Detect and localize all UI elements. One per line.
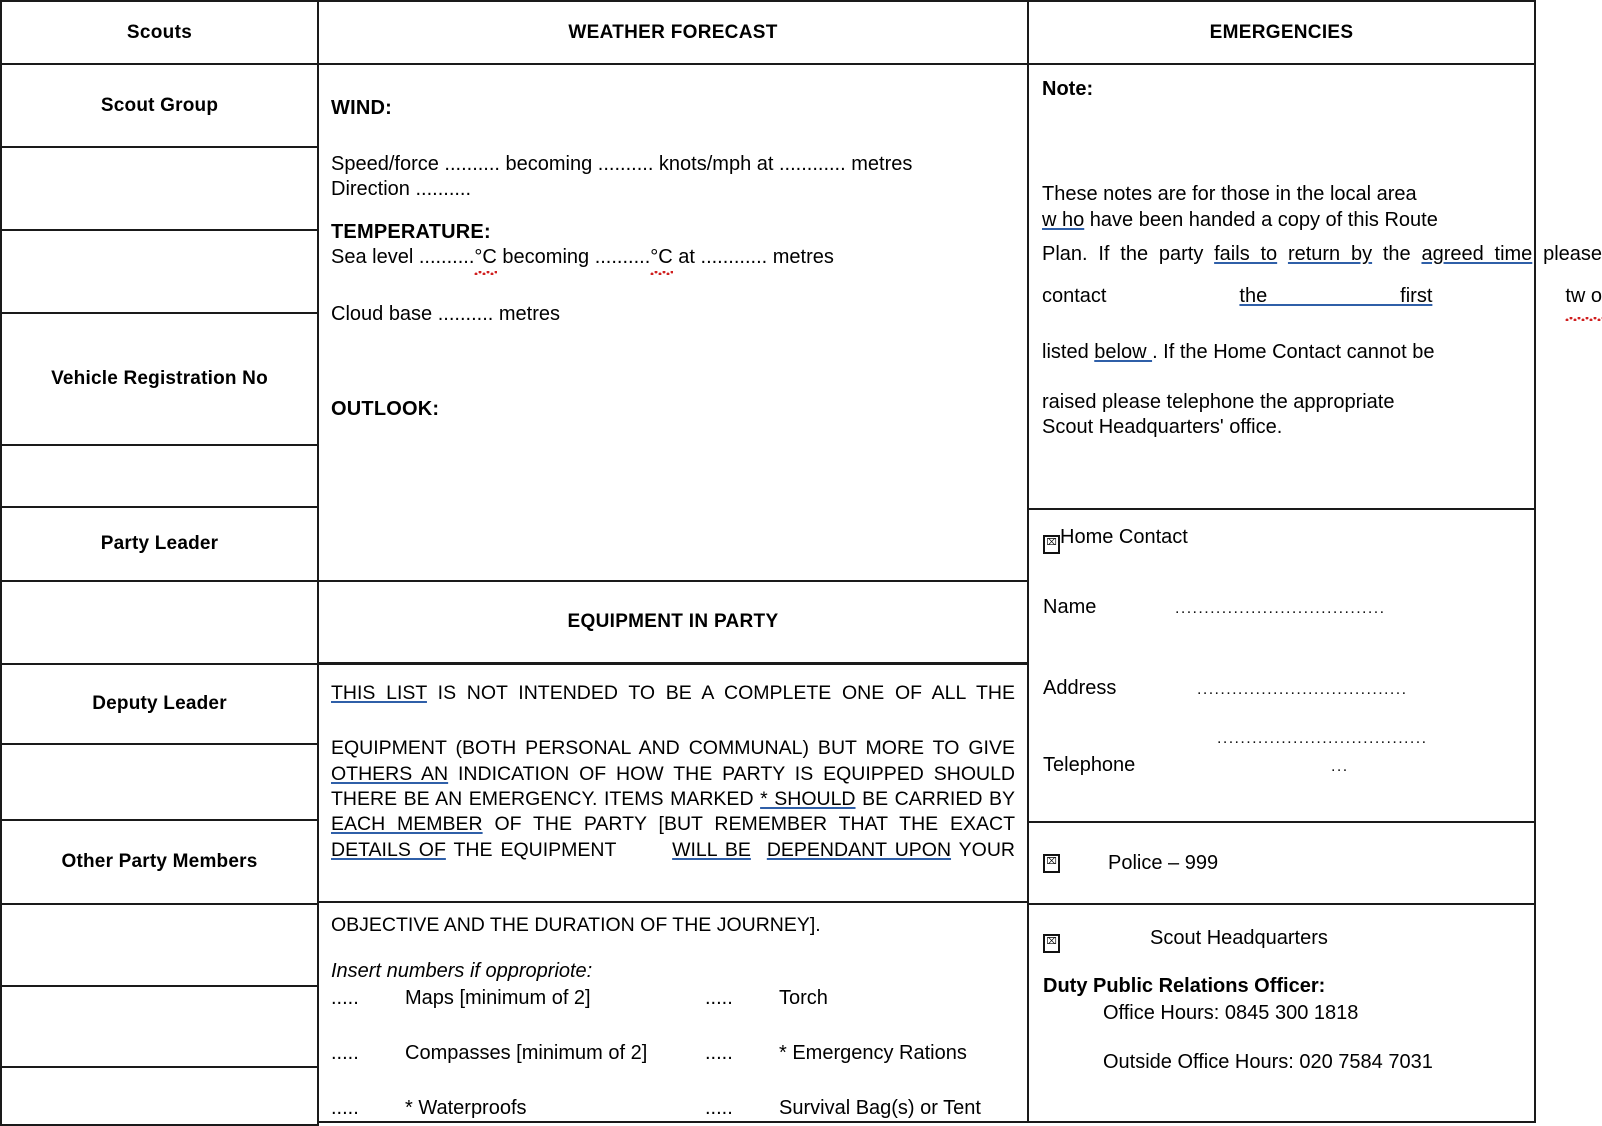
note-link-who[interactable]: w ho — [1042, 208, 1085, 231]
note-line-3-c: . If the Home Contact cannot be — [1152, 341, 1435, 364]
equipment-line-3 — [331, 762, 1015, 787]
scouts-blank-label-8 — [2, 1068, 317, 1124]
note-line-5: Scout Headquarters' office. — [1042, 415, 1283, 438]
note-line-1: These notes are for those in the local area — [1042, 183, 1417, 206]
equipment-line-4-a: THERE BE AN EMERGENCY. ITEMS MARKED — [331, 788, 761, 811]
equipment-line-4 — [331, 787, 1015, 812]
note-word-the: the — [1120, 243, 1149, 266]
insert-numbers-note: Insert numbers if oppropriote: — [331, 960, 593, 983]
home-contact-address-dots-2[interactable]: .................................... — [1217, 730, 1428, 747]
equipment-link-dependant-upon[interactable]: DEPENDANT UPON — [766, 838, 952, 861]
other-party-members-row[interactable] — [0, 819, 319, 905]
equipment-intro-block[interactable] — [317, 663, 1029, 903]
equipment-line-6-b: THE EQUIPMENT — [445, 838, 617, 861]
equipment-line-5 — [331, 812, 1015, 837]
equipment-list-row[interactable] — [331, 1041, 1015, 1066]
note-link-agreed-time[interactable]: agreed time — [1421, 243, 1533, 266]
note-line-3 — [1042, 340, 1534, 365]
weather-forecast-text — [319, 65, 1027, 580]
temp-suffix: at ............ metres — [672, 246, 834, 269]
home-contact-title-row — [1043, 526, 1534, 554]
party-leader-label: Party Leader — [100, 533, 219, 554]
emergencies-column — [1027, 0, 1602, 1123]
deputy-leader-row[interactable] — [0, 663, 319, 745]
weather-forecast-body[interactable] — [317, 63, 1029, 582]
note-justified-block — [1042, 233, 1602, 318]
scout-headquarters-body — [1029, 905, 1534, 1121]
police-contact-label: Police – 999 — [1108, 851, 1219, 874]
equipment-dots-right[interactable]: ..... — [705, 1042, 733, 1065]
scouts-blank-row-3[interactable] — [0, 444, 319, 508]
equipment-line-4-c: BE CARRIED BY — [855, 788, 1015, 811]
scouts-blank-label-5 — [2, 745, 317, 819]
telephone-icon: ⌧ — [1043, 535, 1060, 554]
weather-equipment-column — [317, 0, 1029, 1123]
scouts-blank-row-1[interactable] — [0, 146, 319, 231]
equipment-dots-right[interactable]: ..... — [705, 987, 733, 1010]
home-contact-title: Home Contact — [1060, 526, 1188, 548]
emergencies-note-block — [1027, 63, 1602, 510]
scouts-column-header — [0, 0, 319, 65]
equipment-line-7: OBJECTIVE AND THE DURATION OF THE JOURNEY]. — [331, 914, 821, 936]
scouts-blank-label-7 — [2, 987, 317, 1066]
equipment-link-details-of[interactable]: DETAILS OF — [331, 838, 446, 861]
duty-officer-label: Duty Public Relations Officer: — [1043, 975, 1326, 997]
outlook-heading: OUTLOOK: — [331, 397, 440, 420]
note-line-2 — [1042, 208, 1534, 233]
note-line-4: raised please telephone the appropriate — [1042, 390, 1395, 413]
equipment-link-each-member[interactable]: EACH MEMBER — [331, 813, 483, 836]
home-contact-address-field[interactable] — [1043, 677, 1534, 700]
home-contact-block[interactable] — [1027, 508, 1536, 823]
scout-group-label: Scout Group — [100, 94, 219, 116]
scouts-blank-label-3 — [2, 446, 317, 506]
police-contact-row — [1029, 823, 1534, 903]
scouts-blank-label-4 — [2, 582, 317, 663]
scout-headquarters-label: Scout Headquarters — [1150, 927, 1328, 949]
equipment-item-left: Maps [minimum of 2] — [405, 987, 591, 1010]
scouts-blank-label-6 — [2, 905, 317, 985]
note-word-two: tw o — [1565, 275, 1602, 318]
wind-speed-line: Speed/force .......... becoming .......... knots/mph at ............ metres — [331, 152, 913, 175]
note-line-3-a: listed — [1042, 341, 1095, 364]
scouts-blank-row-6[interactable] — [0, 903, 319, 987]
deputy-leader-label: Deputy Leader — [92, 693, 227, 714]
equipment-link-this-list[interactable]: THIS LIST — [331, 682, 427, 704]
scouts-blank-row-4[interactable] — [0, 580, 319, 665]
equipment-item-right: Survival Bag(s) or Tent — [779, 1097, 981, 1120]
equipment-dots-left[interactable]: ..... — [331, 1042, 359, 1065]
other-party-members-label: Other Party Members — [61, 851, 258, 872]
scouts-blank-row-8[interactable] — [0, 1066, 319, 1126]
note-word-plan: Plan. — [1042, 243, 1088, 266]
emergencies-header — [1027, 0, 1536, 65]
wind-heading: WIND: — [331, 97, 392, 119]
emergencies-header-label: EMERGENCIES — [1209, 21, 1354, 43]
police-contact-block[interactable] — [1027, 821, 1536, 905]
equipment-line-1 — [331, 681, 1015, 706]
equipment-line-6-e: YOUR — [951, 838, 1015, 861]
scouts-blank-label-2 — [2, 231, 317, 312]
home-contact-telephone-label: Telephone — [1043, 754, 1136, 776]
equipment-in-party-header-label: EQUIPMENT IN PARTY — [567, 611, 779, 632]
note-word-contact: contact — [1042, 285, 1107, 308]
scout-headquarters-block[interactable] — [1027, 903, 1536, 1123]
vehicle-registration-label: Vehicle Registration No — [51, 368, 268, 389]
home-contact-telephone-field[interactable] — [1043, 754, 1534, 777]
temp-unit-2: °C — [650, 245, 672, 272]
temp-prefix: Sea level .......... — [331, 246, 475, 269]
home-contact-address-label: Address — [1043, 677, 1117, 699]
temperature-heading: TEMPERATURE: — [331, 220, 491, 243]
equipment-line-6 — [331, 838, 1015, 863]
vehicle-registration-row[interactable] — [0, 312, 319, 446]
equipment-item-left: * Waterproofs — [405, 1097, 527, 1120]
note-line-2-rest: have been handed a copy of this Route — [1084, 208, 1438, 231]
equipment-link-should[interactable]: * SHOULD — [760, 788, 856, 811]
equipment-link-others-an[interactable]: OTHERS AN — [331, 762, 449, 785]
equipment-dots-left[interactable]: ..... — [331, 1097, 359, 1120]
note-label: Note: — [1042, 78, 1094, 100]
note-word-the-2: the — [1382, 243, 1411, 266]
equipment-item-right: Torch — [779, 987, 828, 1010]
equipment-dots-left[interactable]: ..... — [331, 987, 359, 1010]
scout-hq-telephone-icon: ⌧ — [1043, 934, 1060, 953]
temp-unit-1: °C — [474, 245, 496, 272]
equipment-line-2: EQUIPMENT (BOTH PERSONAL AND COMMUNAL) BUT MORE TO GIVE — [331, 737, 1015, 760]
home-contact-name-field[interactable] — [1043, 596, 1534, 619]
note-link-return-by[interactable]: return by — [1287, 243, 1373, 266]
scouts-column — [0, 0, 319, 1123]
equipment-item-left: Compasses [minimum of 2] — [405, 1042, 648, 1065]
temp-middle: becoming .......... — [496, 246, 651, 269]
home-contact-telephone-dots[interactable]: ... — [1331, 758, 1349, 775]
note-link-below[interactable]: below — [1094, 341, 1153, 364]
equipment-intro-text — [319, 665, 1027, 901]
note-word-if: If — [1098, 243, 1110, 266]
equipment-item-right: * Emergency Rations — [779, 1042, 967, 1065]
equipment-line-1-rest: IS NOT INTENDED TO BE A COMPLETE ONE OF ALL THE — [426, 682, 1015, 704]
home-contact-address-field-line2[interactable] — [1043, 730, 1534, 748]
note-word-party: party — [1158, 243, 1204, 266]
weather-forecast-header-label: WEATHER FORECAST — [568, 21, 778, 43]
emergencies-note-text — [1029, 65, 1602, 508]
cloud-base-line: Cloud base .......... metres — [331, 302, 560, 325]
equipment-in-party-header — [317, 580, 1029, 664]
equipment-list-row[interactable] — [331, 986, 1015, 1011]
equipment-line-5-rest: OF THE PARTY [BUT REMEMBER THAT THE EXACT — [482, 813, 1016, 836]
wind-direction-line: Direction .......... — [331, 178, 472, 201]
temperature-line — [331, 245, 1011, 272]
scouts-blank-label-1 — [2, 148, 317, 229]
equipment-list-row[interactable] — [331, 1096, 1015, 1121]
home-contact-body — [1029, 510, 1534, 821]
home-contact-address-dots[interactable]: .................................... — [1197, 681, 1408, 698]
home-contact-name-dots[interactable]: .................................... — [1175, 600, 1386, 617]
outside-office-hours-line: Outside Office Hours: 020 7584 7031 — [1103, 1051, 1433, 1073]
note-word-please: please — [1543, 243, 1602, 266]
scouts-blank-row-2[interactable] — [0, 229, 319, 314]
equipment-link-will-be[interactable]: WILL BE — [672, 838, 751, 861]
equipment-list-block[interactable] — [317, 901, 1029, 1123]
equipment-line-3-rest: INDICATION OF HOW THE PARTY IS EQUIPPED SHOULD — [448, 762, 1015, 785]
scouts-blank-row-5[interactable] — [0, 743, 319, 821]
scout-group-row[interactable] — [0, 63, 319, 148]
home-contact-name-label: Name — [1043, 596, 1097, 618]
police-telephone-icon: ⌧ — [1043, 854, 1060, 873]
scout-headquarters-title-row — [1043, 927, 1534, 953]
office-hours-line: Office Hours: 0845 300 1818 — [1103, 1002, 1359, 1024]
scouts-header-label: Scouts — [126, 21, 193, 43]
equipment-dots-right[interactable]: ..... — [705, 1097, 733, 1120]
scouts-blank-row-7[interactable] — [0, 985, 319, 1068]
note-link-fails-to[interactable]: fails to — [1214, 243, 1278, 266]
party-leader-row[interactable] — [0, 506, 319, 582]
weather-forecast-header — [317, 0, 1029, 65]
equipment-list-text — [319, 903, 1027, 1121]
note-link-the-first[interactable]: the first — [1239, 285, 1433, 308]
